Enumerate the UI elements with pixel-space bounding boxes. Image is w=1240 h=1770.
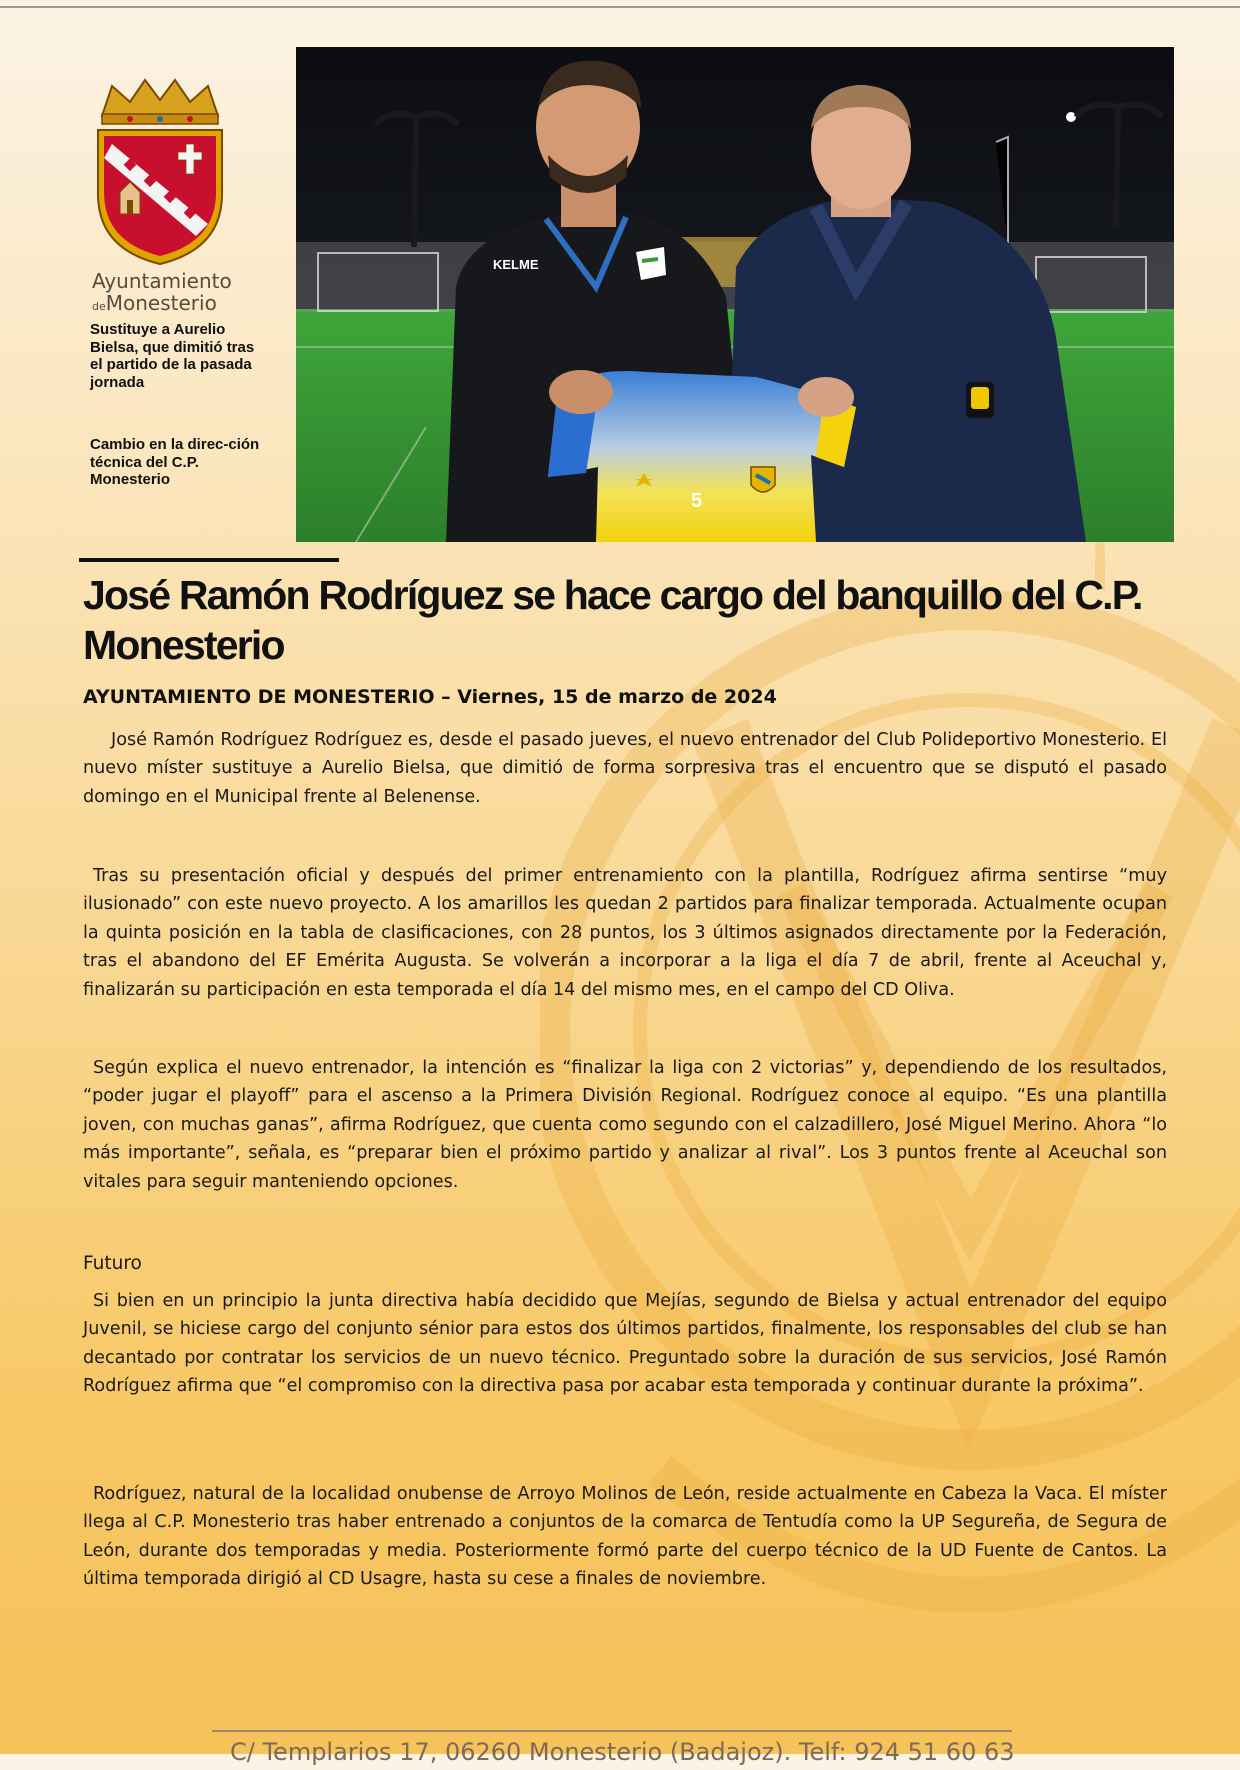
- section-heading-futuro: Futuro: [83, 1253, 142, 1274]
- page-top-border: [0, 6, 1240, 8]
- brand-line-1: Ayuntamiento: [92, 269, 232, 293]
- jacket-brand: KELME: [493, 257, 539, 272]
- shirt-number: 5: [691, 490, 703, 512]
- footer-rule: [212, 1730, 1012, 1732]
- monesterio-crest-logo: [90, 74, 230, 269]
- paragraph-4: Si bien en un principio la junta directiva había decidido que Mejías, segundo de Bielsa y actual entrenador del equipo Juvenil, se hiciese cargo del conjunto sénior para estos dos últimos partidos, finalmente, los responsables del club se han decantado por contratar los servicios de un nuevo técnico. Preguntado sobre la duración de sus servicios, José Ramón Rodríguez afirma que “el compromiso con la directiva pasa por acabar esta temporada y continuar durante la próxima”.: [83, 1291, 1167, 1397]
- article-photo: [296, 47, 1174, 542]
- sidenote-subtitle: Sustituye a Aurelio Bielsa, que dimitió tras el partido de la pasada jornada: [90, 321, 255, 391]
- paragraph-1: José Ramón Rodríguez Rodríguez es, desde el pasado jueves, el nuevo entrenador del Club Polideportivo Monesterio. El nuevo míster sustituye a Aurelio Bielsa, que dimitió de forma sorpresiva tras el encuentro que se disputó el pasado domingo en el Municipal frente al Belenense.: [83, 730, 1167, 807]
- footer-address: C/ Templarios 17, 06260 Monesterio (Badajoz). Telf: 924 51 60 63: [230, 1738, 1015, 1766]
- paragraph-2: Tras su presentación oficial y después del primer entrenamiento con la plantilla, Rodríguez afirma sentirse “muy ilusionado” con este nuevo proyecto. A los amarillos les quedan 2 partidos para finalizar temporada. Actualmente ocupan la quinta posición en la tabla de clasificaciones, con 28 puntos, los 3 últimos asignados directamente por la Federación, tras el abandono del EF Emérita Augusta. Se volverán a incorporar a la liga el día 7 de abril, frente al Aceuchal y, finalizarán su participación en esta temporada el día 14 del mismo mes, en el campo del CD Oliva.: [83, 866, 1167, 1000]
- title-rule: [79, 558, 339, 562]
- brand-wordmark: [92, 271, 252, 313]
- article-dateline: AYUNTAMIENTO DE MONESTERIO – Viernes, 15 de marzo de 2024: [83, 686, 777, 708]
- paragraph-3: Según explica el nuevo entrenador, la intención es “finalizar la liga con 2 victorias” y, dependiendo de los resultados, “poder jugar el playoff” para el ascenso a la Primera División Regional. Rodríguez conoce al equipo. “Es una plantilla joven, con muchas ganas”, afirma Rodríguez, que cuenta como segundo con el calzadillero, José Miguel Merino. Ahora “lo más importante”, señala, es “preparar bien el próximo partido y analizar al rival”. Los 3 puntos frente al Aceuchal son vitales para seguir manteniendo opciones.: [83, 1058, 1167, 1192]
- sidenote-section: Cambio en la direc-ción técnica del C.P. Monesterio: [90, 436, 260, 488]
- brand-de: de: [92, 300, 106, 313]
- article-title: José Ramón Rodríguez se hace cargo del banquillo del C.P. Monesterio: [83, 572, 1142, 668]
- crown-icon: [102, 80, 218, 124]
- shield-icon: [98, 130, 222, 264]
- brand-name: Monesterio: [105, 291, 217, 315]
- paragraph-5: Rodríguez, natural de la localidad onubense de Arroyo Molinos de León, reside actualmente en Cabeza la Vaca. El míster llega al C.P. Monesterio tras haber entrenado a conjuntos de la comarca de Tentudía como la UP Segureña, de Segura de León, durante dos temporadas y media. Posteriormente formó parte del cuerpo técnico de la UD Fuente de Cantos. La última temporada dirigió al CD Usagre, hasta su cese a finales de noviembre.: [83, 1484, 1167, 1590]
- brand-line-2: [92, 293, 252, 313]
